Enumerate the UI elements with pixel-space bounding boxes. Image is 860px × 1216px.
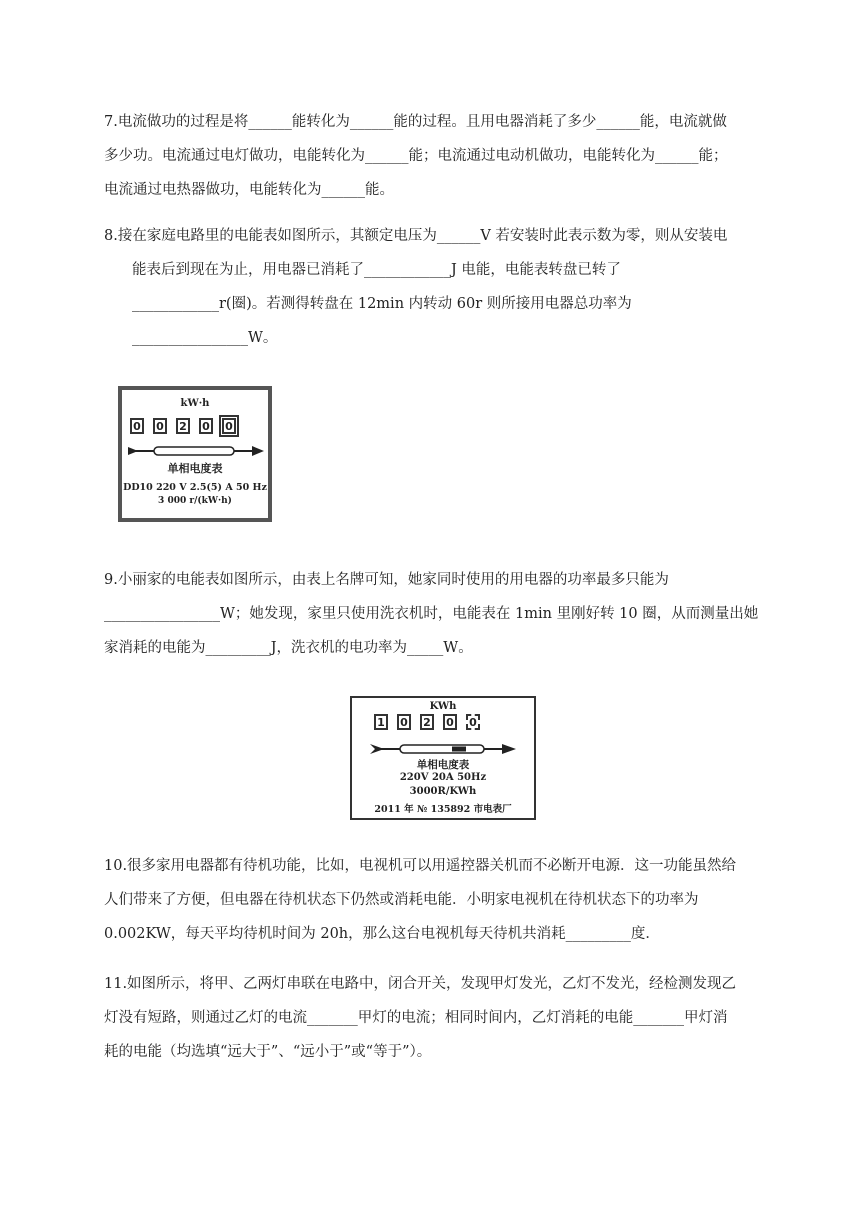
q8-line-1: 8.接在家庭电路里的电能表如图所示，其额定电压为______V 若安装时此表示数为零，则从安装电 <box>104 228 728 244</box>
q11-line-3: 耗的电能（均选填“远大于”、“远小于”或“等于”）。 <box>104 1044 432 1060</box>
rotation-arrow-icon <box>128 444 264 458</box>
q7-line-1: 7.电流做功的过程是将______能转化为______能的过程。且用电器消耗了多少______能，电流就做 <box>104 114 727 130</box>
meter2-digit: 0 <box>443 714 457 730</box>
q9-line-3: 家消耗的电能为_________J，洗衣机的电功率为_____W。 <box>104 640 473 656</box>
q8-line-4: ________________W。 <box>132 330 278 346</box>
meter1-digit: 0 <box>199 418 213 434</box>
q10-line-3: 0.002KW，每天平均待机时间为 20h，那么这台电视机每天待机共消耗_________度． <box>104 926 660 942</box>
meter2-spec: 220V 20A 50Hz <box>399 772 487 783</box>
meter2-unit: KWh <box>429 701 457 712</box>
q10-line-2: 人们带来了方便，但电器在待机状态下仍然或消耗电能．小明家电视机在待机状态下的功率为 <box>104 892 699 908</box>
q7-line-2: 多少功。电流通过电灯做功，电能转化为______能；电流通过电动机做功，电能转化为______能； <box>104 148 728 164</box>
meter2-name: 单相电度表 <box>416 759 470 771</box>
meter1-digit: 0 <box>222 418 236 434</box>
meter1-digit: 2 <box>176 418 190 434</box>
question-7 <box>104 112 764 214</box>
question-8 <box>104 226 764 362</box>
meter1-digits <box>130 418 236 434</box>
q11-line-2: 灯没有短路，则通过乙灯的电流_______甲灯的电流；相同时间内，乙灯消耗的电能_______甲灯消 <box>104 1010 728 1026</box>
q9-line-2: ________________W；她发现，家里只使用洗衣机时，电能表在 1min 里刚好转 10 圈，从而测量出她 <box>104 606 759 622</box>
electric-meter-figure-1 <box>118 386 272 522</box>
meter2-rate: 3000R/KWh <box>409 786 477 797</box>
question-11 <box>104 974 764 1076</box>
electric-meter-figure-2 <box>350 696 536 820</box>
meter1-rate: 3 000 r/(kW·h) <box>158 496 232 506</box>
q10-line-1: 10.很多家用电器都有待机功能，比如，电视机可以用遥控器关机而不必断开电源．这一功能虽然给 <box>104 858 737 874</box>
meter1-digit: 0 <box>153 418 167 434</box>
q11-line-1: 11.如图所示，将甲、乙两灯串联在电路中，闭合开关，发现甲灯发光，乙灯不发光，经检测发现乙 <box>104 976 737 992</box>
q8-line-3: ____________r(圈)。若测得转盘在 12min 内转动 60r 则所接用电器总功率为 <box>132 296 632 312</box>
meter2-digits <box>374 714 480 730</box>
q9-line-1: 9.小丽家的电能表如图所示，由表上名牌可知，她家同时使用的用电器的功率最多只能为 <box>104 572 669 588</box>
meter2-footer: 2011 年 № 135892 市电表厂 <box>374 804 512 815</box>
meter2-digit: 2 <box>420 714 434 730</box>
q8-line-2: 能表后到现在为止，用电器已消耗了____________J 电能，电能表转盘已转了 <box>132 262 621 278</box>
meter1-unit: kW·h <box>180 398 210 409</box>
meter2-digit: 0 <box>466 714 480 730</box>
q7-line-3: 电流通过电热器做功，电能转化为______能。 <box>104 182 394 198</box>
meter1-digit: 0 <box>130 418 144 434</box>
meter2-digit: 1 <box>374 714 388 730</box>
question-9 <box>104 570 764 672</box>
meter2-digit: 0 <box>397 714 411 730</box>
meter1-spec: DD10 220 V 2.5(5) A 50 Hz <box>123 482 267 493</box>
meter1-name: 单相电度表 <box>167 462 223 475</box>
question-10 <box>104 856 764 958</box>
rotation-arrow-icon <box>370 742 516 756</box>
